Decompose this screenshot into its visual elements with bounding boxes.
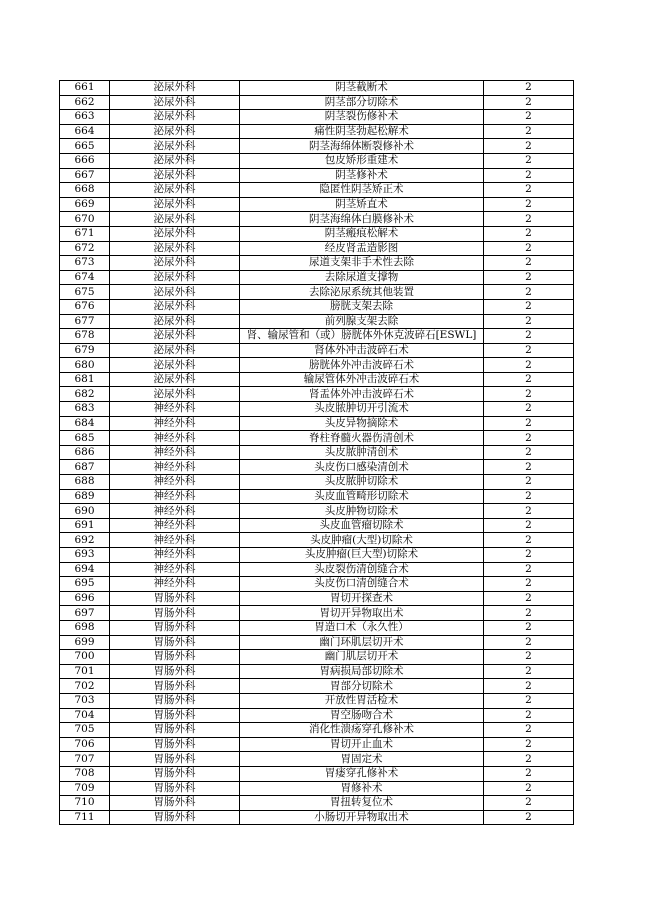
row-number-cell: 697: [60, 606, 110, 621]
department-cell: 泌尿外科: [110, 343, 240, 358]
department-cell: 泌尿外科: [110, 110, 240, 125]
department-cell: 胃肠外科: [110, 591, 240, 606]
value-cell: 2: [484, 810, 574, 825]
value-cell: 2: [484, 591, 574, 606]
row-number-cell: 685: [60, 431, 110, 446]
procedure-name-cell: 消化性溃疡穿孔修补术: [240, 723, 484, 738]
row-number-cell: 693: [60, 548, 110, 563]
department-cell: 胃肠外科: [110, 723, 240, 738]
row-number-cell: 672: [60, 241, 110, 256]
procedure-name-cell: 头皮血管畸形切除术: [240, 489, 484, 504]
procedure-name-cell: 膀胱支架去除: [240, 299, 484, 314]
value-cell: 2: [484, 343, 574, 358]
row-number-cell: 698: [60, 620, 110, 635]
procedure-name-cell: 胃固定术: [240, 752, 484, 767]
value-cell: 2: [484, 781, 574, 796]
value-cell: 2: [484, 635, 574, 650]
department-cell: 胃肠外科: [110, 679, 240, 694]
value-cell: 2: [484, 153, 574, 168]
value-cell: 2: [484, 431, 574, 446]
row-number-cell: 710: [60, 796, 110, 811]
procedure-name-cell: 去除尿道支撑物: [240, 270, 484, 285]
value-cell: 2: [484, 766, 574, 781]
department-cell: 胃肠外科: [110, 766, 240, 781]
value-cell: 2: [484, 387, 574, 402]
table-row: [60, 343, 574, 358]
procedure-name-cell: 肾盂体外冲击波碎石术: [240, 387, 484, 402]
row-number-cell: 701: [60, 664, 110, 679]
department-cell: 泌尿外科: [110, 241, 240, 256]
department-cell: 胃肠外科: [110, 620, 240, 635]
procedure-name-cell: 胃造口术（永久性）: [240, 620, 484, 635]
row-number-cell: 675: [60, 285, 110, 300]
row-number-cell: 667: [60, 168, 110, 183]
row-number-cell: 687: [60, 460, 110, 475]
value-cell: 2: [484, 752, 574, 767]
table-row: [60, 153, 574, 168]
procedure-name-cell: 胃部分切除术: [240, 679, 484, 694]
department-cell: 泌尿外科: [110, 95, 240, 110]
row-number-cell: 668: [60, 183, 110, 198]
row-number-cell: 676: [60, 299, 110, 314]
table-row: [60, 460, 574, 475]
row-number-cell: 695: [60, 577, 110, 592]
value-cell: 2: [484, 168, 574, 183]
procedure-name-cell: 肾体外冲击波碎石术: [240, 343, 484, 358]
department-cell: 胃肠外科: [110, 635, 240, 650]
value-cell: 2: [484, 299, 574, 314]
procedure-name-cell: 阴茎部分切除术: [240, 95, 484, 110]
row-number-cell: 664: [60, 124, 110, 139]
procedure-name-cell: 胃切开异物取出术: [240, 606, 484, 621]
procedure-name-cell: 脊柱脊髓火器伤清创术: [240, 431, 484, 446]
department-cell: 泌尿外科: [110, 314, 240, 329]
procedure-name-cell: 阴茎海绵体断裂修补术: [240, 139, 484, 154]
row-number-cell: 690: [60, 504, 110, 519]
row-number-cell: 683: [60, 402, 110, 417]
department-cell: 神经外科: [110, 475, 240, 490]
procedure-name-cell: 痛性阴茎勃起松解术: [240, 124, 484, 139]
department-cell: 泌尿外科: [110, 270, 240, 285]
procedure-name-cell: 输尿管体外冲击波碎石术: [240, 372, 484, 387]
row-number-cell: 677: [60, 314, 110, 329]
value-cell: 2: [484, 402, 574, 417]
department-cell: 神经外科: [110, 548, 240, 563]
procedure-name-cell: 幽门环肌层切开术: [240, 635, 484, 650]
row-number-cell: 680: [60, 358, 110, 373]
row-number-cell: 691: [60, 518, 110, 533]
value-cell: 2: [484, 95, 574, 110]
table-row: [60, 139, 574, 154]
procedure-name-cell: 胃瘘穿孔修补术: [240, 766, 484, 781]
department-cell: 泌尿外科: [110, 124, 240, 139]
department-cell: 神经外科: [110, 460, 240, 475]
value-cell: 2: [484, 372, 574, 387]
procedure-name-cell: 幽门肌层切开术: [240, 650, 484, 665]
row-number-cell: 679: [60, 343, 110, 358]
row-number-cell: 702: [60, 679, 110, 694]
row-number-cell: 692: [60, 533, 110, 548]
procedure-name-cell: 前列腺支架去除: [240, 314, 484, 329]
procedure-name-cell: 肾、输尿管和（或）膀胱体外休克波碎石[ESWL]: [240, 329, 484, 344]
table-row: [60, 693, 574, 708]
table-row: [60, 752, 574, 767]
department-cell: 胃肠外科: [110, 810, 240, 825]
value-cell: 2: [484, 285, 574, 300]
table-body: [60, 81, 574, 825]
procedure-name-cell: 隐匿性阴茎矫正术: [240, 183, 484, 198]
row-number-cell: 708: [60, 766, 110, 781]
value-cell: 2: [484, 504, 574, 519]
table-row: [60, 591, 574, 606]
value-cell: 2: [484, 796, 574, 811]
value-cell: 2: [484, 256, 574, 271]
department-cell: 神经外科: [110, 533, 240, 548]
table-row: [60, 650, 574, 665]
department-cell: 泌尿外科: [110, 329, 240, 344]
table-row: [60, 810, 574, 825]
value-cell: 2: [484, 708, 574, 723]
row-number-cell: 686: [60, 445, 110, 460]
procedure-name-cell: 头皮脓肿清创术: [240, 445, 484, 460]
value-cell: 2: [484, 329, 574, 344]
table-row: [60, 81, 574, 96]
table-row: [60, 372, 574, 387]
table-row: [60, 416, 574, 431]
department-cell: 泌尿外科: [110, 153, 240, 168]
table-row: [60, 124, 574, 139]
procedure-name-cell: 阴茎海绵体白膜修补术: [240, 212, 484, 227]
department-cell: 神经外科: [110, 562, 240, 577]
department-cell: 胃肠外科: [110, 606, 240, 621]
department-cell: 胃肠外科: [110, 693, 240, 708]
table-row: [60, 781, 574, 796]
procedure-name-cell: 阴茎裂伤修补术: [240, 110, 484, 125]
department-cell: 泌尿外科: [110, 285, 240, 300]
procedure-name-cell: 胃修补术: [240, 781, 484, 796]
row-number-cell: 674: [60, 270, 110, 285]
department-cell: 神经外科: [110, 402, 240, 417]
table-row: [60, 212, 574, 227]
table-row: [60, 241, 574, 256]
value-cell: 2: [484, 314, 574, 329]
procedure-name-cell: 阴茎截断术: [240, 81, 484, 96]
row-number-cell: 666: [60, 153, 110, 168]
value-cell: 2: [484, 197, 574, 212]
table-row: [60, 606, 574, 621]
procedure-name-cell: 头皮伤口清创缝合术: [240, 577, 484, 592]
table-row: [60, 664, 574, 679]
procedure-name-cell: 胃空肠吻合术: [240, 708, 484, 723]
procedure-name-cell: 阴茎修补术: [240, 168, 484, 183]
procedure-name-cell: 膀胱体外冲击波碎石术: [240, 358, 484, 373]
table-row: [60, 387, 574, 402]
row-number-cell: 711: [60, 810, 110, 825]
row-number-cell: 669: [60, 197, 110, 212]
procedure-name-cell: 头皮肿物切除术: [240, 504, 484, 519]
table-row: [60, 504, 574, 519]
value-cell: 2: [484, 518, 574, 533]
department-cell: 泌尿外科: [110, 197, 240, 212]
value-cell: 2: [484, 533, 574, 548]
row-number-cell: 703: [60, 693, 110, 708]
procedure-name-cell: 头皮异物摘除术: [240, 416, 484, 431]
row-number-cell: 688: [60, 475, 110, 490]
value-cell: 2: [484, 270, 574, 285]
department-cell: 神经外科: [110, 489, 240, 504]
department-cell: 胃肠外科: [110, 737, 240, 752]
value-cell: 2: [484, 445, 574, 460]
value-cell: 2: [484, 693, 574, 708]
value-cell: 2: [484, 737, 574, 752]
row-number-cell: 665: [60, 139, 110, 154]
table-row: [60, 548, 574, 563]
table-row: [60, 577, 574, 592]
value-cell: 2: [484, 416, 574, 431]
department-cell: 泌尿外科: [110, 183, 240, 198]
department-cell: 泌尿外科: [110, 372, 240, 387]
row-number-cell: 661: [60, 81, 110, 96]
department-cell: 泌尿外科: [110, 299, 240, 314]
table-row: [60, 635, 574, 650]
department-cell: 泌尿外科: [110, 226, 240, 241]
table-row: [60, 95, 574, 110]
table-row: [60, 620, 574, 635]
value-cell: 2: [484, 124, 574, 139]
row-number-cell: 678: [60, 329, 110, 344]
procedure-name-cell: 经皮肾盂造影图: [240, 241, 484, 256]
department-cell: 泌尿外科: [110, 387, 240, 402]
table-row: [60, 708, 574, 723]
value-cell: 2: [484, 664, 574, 679]
procedure-name-cell: 开放性胃活检术: [240, 693, 484, 708]
row-number-cell: 706: [60, 737, 110, 752]
value-cell: 2: [484, 212, 574, 227]
row-number-cell: 707: [60, 752, 110, 767]
table-row: [60, 168, 574, 183]
department-cell: 胃肠外科: [110, 781, 240, 796]
table-row: [60, 723, 574, 738]
table-row: [60, 489, 574, 504]
procedure-name-cell: 头皮脓肿切开引流术: [240, 402, 484, 417]
value-cell: 2: [484, 650, 574, 665]
procedure-name-cell: 阴茎矫直术: [240, 197, 484, 212]
row-number-cell: 681: [60, 372, 110, 387]
value-cell: 2: [484, 460, 574, 475]
value-cell: 2: [484, 110, 574, 125]
row-number-cell: 705: [60, 723, 110, 738]
value-cell: 2: [484, 241, 574, 256]
department-cell: 胃肠外科: [110, 796, 240, 811]
procedure-name-cell: 头皮肿瘤(大型)切除术: [240, 533, 484, 548]
table-row: [60, 226, 574, 241]
table-row: [60, 475, 574, 490]
department-cell: 神经外科: [110, 577, 240, 592]
table-row: [60, 533, 574, 548]
row-number-cell: 671: [60, 226, 110, 241]
row-number-cell: 694: [60, 562, 110, 577]
department-cell: 泌尿外科: [110, 256, 240, 271]
department-cell: 泌尿外科: [110, 168, 240, 183]
procedure-name-cell: 小肠切开异物取出术: [240, 810, 484, 825]
value-cell: 2: [484, 679, 574, 694]
value-cell: 2: [484, 489, 574, 504]
row-number-cell: 700: [60, 650, 110, 665]
value-cell: 2: [484, 562, 574, 577]
value-cell: 2: [484, 577, 574, 592]
procedure-name-cell: 包皮矫形重建术: [240, 153, 484, 168]
value-cell: 2: [484, 183, 574, 198]
row-number-cell: 663: [60, 110, 110, 125]
department-cell: 胃肠外科: [110, 664, 240, 679]
department-cell: 神经外科: [110, 518, 240, 533]
value-cell: 2: [484, 723, 574, 738]
table-row: [60, 183, 574, 198]
row-number-cell: 689: [60, 489, 110, 504]
department-cell: 神经外科: [110, 416, 240, 431]
table-row: [60, 431, 574, 446]
value-cell: 2: [484, 620, 574, 635]
table-row: [60, 518, 574, 533]
department-cell: 胃肠外科: [110, 752, 240, 767]
value-cell: 2: [484, 139, 574, 154]
procedure-name-cell: 去除泌尿系统其他装置: [240, 285, 484, 300]
table-row: [60, 270, 574, 285]
department-cell: 胃肠外科: [110, 650, 240, 665]
value-cell: 2: [484, 358, 574, 373]
value-cell: 2: [484, 606, 574, 621]
table-row: [60, 796, 574, 811]
department-cell: 泌尿外科: [110, 358, 240, 373]
table-row: [60, 197, 574, 212]
procedure-name-cell: 胃扭转复位术: [240, 796, 484, 811]
table-row: [60, 445, 574, 460]
table-row: [60, 766, 574, 781]
department-cell: 泌尿外科: [110, 81, 240, 96]
value-cell: 2: [484, 475, 574, 490]
value-cell: 2: [484, 548, 574, 563]
department-cell: 泌尿外科: [110, 139, 240, 154]
row-number-cell: 682: [60, 387, 110, 402]
table-row: [60, 329, 574, 344]
procedure-name-cell: 阴茎瘢痕松解术: [240, 226, 484, 241]
table-row: [60, 314, 574, 329]
procedure-name-cell: 头皮脓肿切除术: [240, 475, 484, 490]
department-cell: 神经外科: [110, 431, 240, 446]
procedure-name-cell: 头皮肿瘤(巨大型)切除术: [240, 548, 484, 563]
procedure-name-cell: 胃切开止血术: [240, 737, 484, 752]
table-row: [60, 562, 574, 577]
table-row: [60, 737, 574, 752]
table-row: [60, 256, 574, 271]
row-number-cell: 699: [60, 635, 110, 650]
row-number-cell: 709: [60, 781, 110, 796]
row-number-cell: 670: [60, 212, 110, 227]
procedure-name-cell: 胃切开探查术: [240, 591, 484, 606]
table-row: [60, 679, 574, 694]
table-row: [60, 110, 574, 125]
table-row: [60, 299, 574, 314]
department-cell: 胃肠外科: [110, 708, 240, 723]
table-row: [60, 358, 574, 373]
row-number-cell: 704: [60, 708, 110, 723]
row-number-cell: 673: [60, 256, 110, 271]
row-number-cell: 684: [60, 416, 110, 431]
row-number-cell: 696: [60, 591, 110, 606]
department-cell: 神经外科: [110, 504, 240, 519]
department-cell: 神经外科: [110, 445, 240, 460]
procedure-name-cell: 头皮裂伤清创缝合术: [240, 562, 484, 577]
row-number-cell: 662: [60, 95, 110, 110]
value-cell: 2: [484, 226, 574, 241]
procedure-name-cell: 头皮血管瘤切除术: [240, 518, 484, 533]
procedure-name-cell: 尿道支架非手术性去除: [240, 256, 484, 271]
department-cell: 泌尿外科: [110, 212, 240, 227]
procedure-table: [59, 80, 574, 825]
value-cell: 2: [484, 81, 574, 96]
procedure-name-cell: 胃病损局部切除术: [240, 664, 484, 679]
table-row: [60, 285, 574, 300]
table-row: [60, 402, 574, 417]
procedure-name-cell: 头皮伤口感染清创术: [240, 460, 484, 475]
